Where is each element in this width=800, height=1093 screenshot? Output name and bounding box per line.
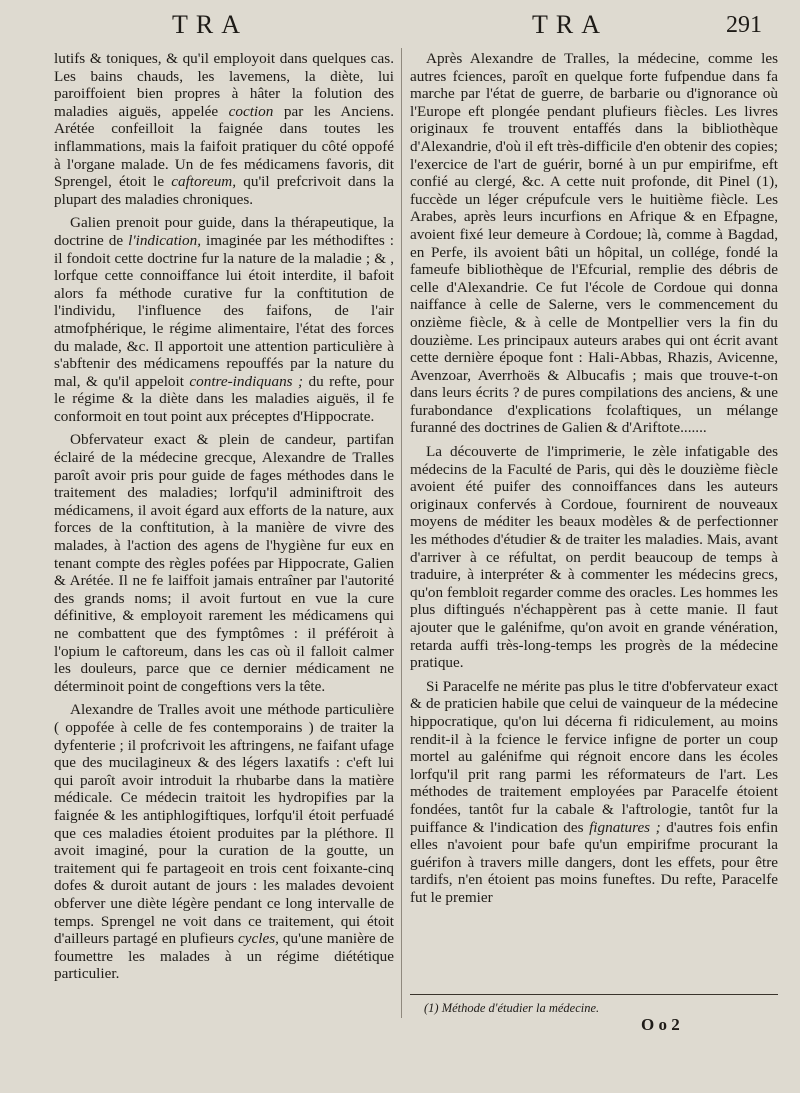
paragraph: Obfervateur exact & plein de candeur, partifan éclairé de la médecine grecque, Alexandre de Tralles paroît avoir pris pour guide de fages méthodes dans le traitement des maladies; lorfqu'il adminiftroit des médicamens, il avoit égard aux efforts de la nature, aux forces de la conftitution, à la manière de vivre des malades, à l'action des agens de l'hygiène fur eux en tenant compte des règles pofées par Hippocrate, Galien & Arétée. Il ne fe laiffoit jamais entraîner par l'autorité des grands noms; il avoit furtout en vue la cure définitive, & employoit rarement les médicamens qui ne combattent que des fymptômes : il préféroit à l'opium le caftoreum, dans les cas où il falloit calmer les douleurs, parce que ce dernier médicament ne déterminoit point de congeftions vers la tête. (54, 431, 394, 695)
paragraph: La découverte de l'imprimerie, le zèle infatigable des médecins de la Faculté de Paris, qui dès le douzième fiècle avoient été puifer des connoiffances dans les auteurs originaux confervés à Cordoue, fournirent de nouveaux moyens de méditer les beaux modèles & de perfectionner les méthodes d'étudier & de traiter les maladies. Mais, avant d'arriver à ce réfultat, on perdit beaucoup de temps à traduire, à interpréter & à commenter les médecins grecs, qu'on fembloit regarder comme des oracles. Les hommes les plus diftingués n'échappèrent pas à cette manie. Il faut ajouter que le galénifme, qu'on avoit en grande vénération, retarda auffi très-long-temps les progrès de la médecine pratique. (410, 443, 778, 672)
column-divider (401, 48, 402, 1018)
footnote-rule (410, 994, 778, 995)
right-column (410, 50, 778, 913)
paragraph: lutifs & toniques, & qu'il employoit dans quelques cas. Les bains chauds, les lavemens, la diète, lui paroiffoient bien propres à hâter la folution des maladies aiguës, appelée coction par les Anciens. Arétée confeilloit la faignée dans toutes les inflammations, mais la faifoit pratiquer du côté oppofé à l'organe malade. Un de fes médicamens favoris, dit Sprengel, étoit le caftoreum, qu'il prefcrivoit dans la plupart des maladies chroniques. (54, 50, 395, 208)
paragraph: Galien prenoit pour guide, dans la thérapeutique, la doctrine de l'indication, imaginée par les méthodiftes : il fondoit cette doctrine fur la nature de la maladie ; & , lorfque cette connoiffance lui étoit interdite, il bafoit alors fa méthode curative fur la conftitution de l'individu, l'influence des faifons, de l'air atmofphérique, le régime alimentaire, l'état des forces du malade, &c. Il apportoit une attention particulière à s'abftenir des médicamens repouffés par la nature du mal, & qu'il appeloit contre-indiquans ; du refte, pour le régime & la diète dans les maladies aiguës, il fe conformoit en tout point aux préceptes d'Hippocrate. (54, 214, 395, 425)
page-number: 291 (726, 12, 762, 38)
running-head-left: TRA (172, 10, 248, 39)
footnote: (1) Méthode d'étudier la médecine. (424, 1001, 600, 1015)
paragraph: Alexandre de Tralles avoit une méthode particulière ( oppofée à celle de fes contemporains ) de traiter la dyfenterie ; il profcrivoit les aftringens, ne faifant ufage que des mucilagineux & des légers laxatifs : c'eft lui qui paroît avoir introduit la rhubarbe dans la matière médicale. Ce médecin traitoit les hydropifies par la faignée & les antiphlogiftiques, lorfqu'il étoit perfuadé que ces maladies étoient produites par la pléthore. Il avoit imaginé, pour la curation de la goutte, un traitement qui fe partageoit en trois cent foixante-cinq dofes & duroit autant de jours : les malades devoient obferver une diète légère pendant ce long intervalle de temps. Sprengel ne voit dans ce traitement, qui étoit d'ailleurs partagé en plufieurs cycles, qu'une manière de foumettre les malades à un régime diététique particulier. (54, 701, 395, 983)
paragraph: Après Alexandre de Tralles, la médecine, comme les autres fciences, paroît en quelque forte fufpendue dans fa marche par l'état de guerre, de barbarie ou d'ignorance où l'Europe eft plongée pendant plufieurs fiècles. Les livres originaux fe trouvent entaffés dans la bibliothèque d'Alexandrie, d'où il eft très-difficile d'en obtenir des copies; l'exercice de l'art de guérir, borné à un pur empirifme, eft confié au clergé, &c. A cette nuit profonde, dit Pinel (1), fuccède un léger crépufcule vers le huitième fiècle. Les Arabes, après leurs incurfions en Afrique & en Efpagne, avoient fixé leur demeure à Cordoue; là, comme à Bagdad, en Perfe, ils avoient bâti un hôpital, un collége, fondé la fameufe bibliothèque de l'Efcurial, remplie des débris de celle d'Alexandrie. Ce fut l'école de Cordoue qui donna naiffance à celle de Salerne, vers le commencement du onzième fiècle, & à celle de Montpellier vers la fin du douzième. Les principaux auteurs arabes qui ont écrit avant cette dernière époque font : Hali-Abbas, Rhazis, Avicenne, Avenzoar, Averrhoës & Albucafis ; mais que trouve-t-on dans leurs écrits ? de pures compilations des anciens, & une furabondance d'explications fcolaftiques, un mélange furanné des doctrines de Galien & d'Ariftote....... (410, 50, 778, 437)
left-column (54, 50, 394, 989)
running-head-right: TRA (532, 10, 608, 39)
signature-mark: O o 2 (641, 1015, 680, 1034)
paragraph: Si Paracelfe ne mérite pas plus le titre d'obfervateur exact & de praticien habile que celui de vainqueur de la médecine hippocratique, qu'on lui décerna fi ridiculement, au moins rendit-il à la fcience le fervice infigne de porter un coup mortel au galénifme qui régnoit encore dans les écoles lorfqu'il prit rang parmi les réformateurs de l'art. Les méthodes de traitement employées par Paracelfe étoient fondées, tantôt fur la cabale & l'aftrologie, tantôt fur la puiffance & l'indication des fignatures ; d'autres fois enfin elles n'avoient pour bafe qu'un empirifme procurant la guérifon à travers mille dangers, dont les effets, pour être tardifs, n'en étoient pas moins funeftes. Du refte, Paracelfe fut le premier (410, 677, 778, 906)
